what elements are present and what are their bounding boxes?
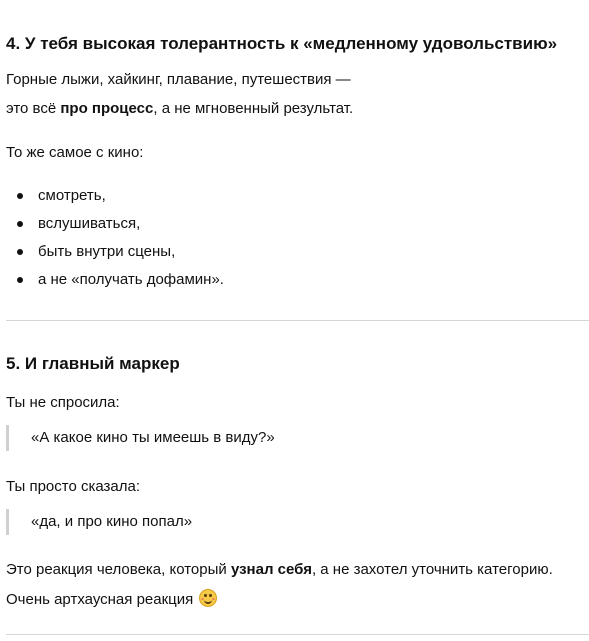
section-5-heading: 5. И главный маркер — [6, 354, 180, 373]
reaction-line — [6, 560, 553, 580]
blockquote-answer: «да, и про кино попал» — [6, 509, 192, 535]
just-said-line: Ты просто сказала: — [6, 478, 141, 495]
process-line-end: , а не мгновенный результат. — [153, 100, 354, 117]
list-item — [6, 270, 224, 298]
list-item — [6, 186, 224, 214]
list-item — [6, 214, 224, 242]
section-divider — [6, 320, 589, 321]
list-item-text: а не «получать дофамин». — [38, 271, 224, 288]
reaction-line-end: , а не захотел уточнить категорию. — [311, 561, 553, 578]
closing-line — [6, 589, 217, 610]
not-asked-line: Ты не спросила: — [6, 394, 120, 411]
cinema-intro: То же самое с кино: — [6, 144, 144, 161]
blockquote-question: «А какое кино ты имеешь в виду?» — [6, 425, 275, 451]
list-item-text: вслушиваться, — [38, 215, 141, 232]
closing-text: Очень артхаусная реакция — [6, 591, 194, 608]
bullet-icon — [17, 221, 23, 227]
process-line — [6, 99, 353, 119]
cinema-list — [6, 186, 224, 298]
smiling-face-with-blush-icon — [199, 589, 217, 607]
list-item-text: быть внутри сцены, — [38, 243, 176, 260]
bullet-icon — [17, 249, 23, 255]
section-4-heading: 4. У тебя высокая толерантность к «медленному удовольствию» — [6, 34, 558, 53]
reaction-emphasis: узнал себя — [230, 561, 312, 578]
reaction-line-start: Это реакция человека, который — [6, 561, 231, 578]
process-line-start: это всё — [6, 100, 61, 117]
section-divider — [6, 634, 589, 635]
activities-line: Горные лыжи, хайкинг, плавание, путешествия — — [6, 71, 351, 88]
process-emphasis: про процесс — [60, 100, 154, 117]
list-item — [6, 242, 224, 270]
list-item-text: смотреть, — [38, 187, 106, 204]
bullet-icon — [17, 277, 23, 283]
bullet-icon — [17, 193, 23, 199]
